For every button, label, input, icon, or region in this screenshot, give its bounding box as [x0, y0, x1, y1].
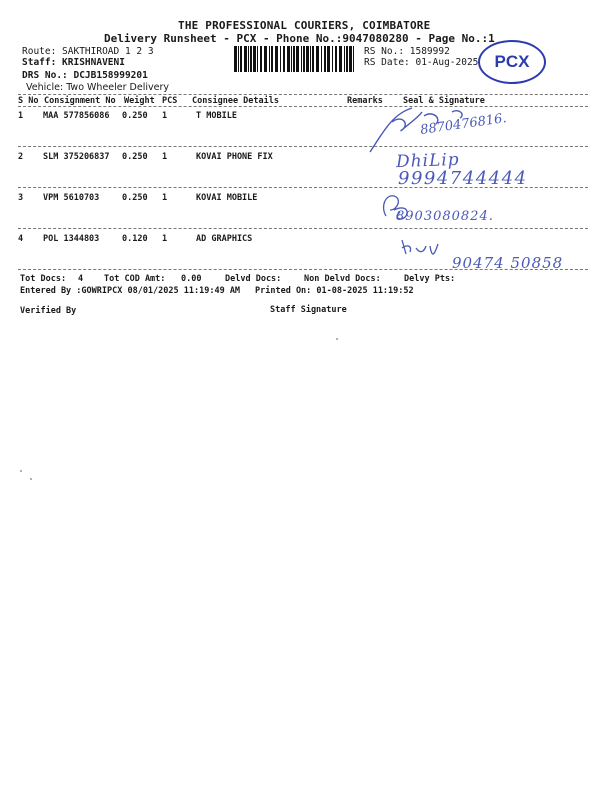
barcode-bar — [280, 46, 281, 72]
cell-consignment: VPM 5610703 — [43, 193, 100, 203]
cell-sno: 1 — [18, 111, 24, 121]
row-divider — [18, 228, 588, 229]
signature-name-2: DhiLip — [395, 149, 460, 173]
staff-signature-label: Staff Signature — [270, 305, 347, 315]
barcode-bar — [301, 46, 302, 72]
cell-sno: 2 — [18, 152, 24, 162]
cell-consignment: SLM 375206837 — [43, 152, 110, 162]
stamp-text: PCX — [494, 52, 530, 71]
barcode-bar — [257, 46, 258, 72]
signature-scribble-4 — [398, 234, 448, 260]
barcode-bar — [332, 46, 333, 72]
cell-weight: 0.250 — [122, 111, 148, 121]
cell-pcs: 1 — [162, 152, 168, 162]
barcode-bar — [264, 46, 267, 72]
route-text: Route: SAKTHIROAD 1 2 3 — [22, 46, 154, 57]
col-header-consignment: Consignment No — [44, 96, 116, 106]
company-title: THE PROFESSIONAL COURIERS, COIMBATORE — [178, 19, 431, 32]
cod-label: Tot COD Amt: — [104, 274, 166, 284]
barcode-bar — [312, 46, 314, 72]
barcode-bar — [324, 46, 326, 72]
non-delvd-docs-label: Non Delvd Docs: — [304, 274, 381, 284]
table-row — [18, 234, 348, 246]
rs-date: RS Date: 01-Aug-2025 — [364, 57, 479, 68]
barcode-bar — [271, 46, 273, 72]
tot-docs-label: Tot Docs: — [20, 274, 67, 284]
col-header-seal-signature: Seal & Signature — [403, 96, 485, 106]
col-header-remarks: Remarks — [347, 96, 383, 106]
rs-number: RS No.: 1589992 — [364, 46, 450, 57]
scan-speck — [20, 470, 22, 472]
scan-speck — [30, 478, 32, 480]
barcode-bar — [244, 46, 247, 72]
barcode-bar — [346, 46, 348, 72]
barcode-bar — [253, 46, 256, 72]
cell-consignment: MAA 577856086 — [43, 111, 110, 121]
barcode-bar — [327, 46, 330, 72]
barcode-bar — [296, 46, 299, 72]
cell-consignment: POL 1344803 — [43, 234, 100, 244]
pcx-stamp — [478, 40, 546, 84]
barcode-bar — [287, 46, 290, 72]
staff-text: Staff: KRISHNAVENI — [22, 57, 125, 68]
barcode-bar — [339, 46, 342, 72]
barcode-bar — [250, 46, 252, 72]
cell-pcs: 1 — [162, 111, 168, 121]
barcode-bar — [316, 46, 319, 72]
cell-weight: 0.250 — [122, 152, 148, 162]
col-header-pcs: PCS — [162, 96, 178, 106]
barcode-bar — [303, 46, 305, 72]
signature-phone-4: 90474 50858 — [452, 254, 564, 272]
barcode-image — [232, 46, 358, 72]
vehicle-text: Vehicle: Two Wheeler Delivery — [26, 82, 169, 93]
delvd-docs-label: Delvd Docs: — [225, 274, 282, 284]
cell-pcs: 1 — [162, 193, 168, 203]
barcode-bar — [310, 46, 311, 72]
signature-phone-3: 8903080824. — [396, 209, 494, 224]
barcode-bar — [293, 46, 295, 72]
printed-on: Printed On: 01-08-2025 11:19:52 — [255, 286, 414, 296]
cell-consignee: AD GRAPHICS — [196, 234, 253, 244]
cell-weight: 0.250 — [122, 193, 148, 203]
barcode-bar — [240, 46, 242, 72]
scan-speck — [336, 338, 338, 340]
table-row — [18, 111, 348, 123]
barcode-bar — [353, 46, 354, 72]
entered-by: Entered By :GOWRIPCX 08/01/2025 11:19:49 AM — [20, 286, 241, 296]
verified-by-label: Verified By — [20, 306, 77, 316]
table-row — [18, 152, 348, 164]
barcode-bar — [344, 46, 345, 72]
col-header-consignee: Consignee Details — [192, 96, 279, 106]
cell-sno: 4 — [18, 234, 24, 244]
barcode-bar — [349, 46, 352, 72]
cell-consignee: T MOBILE — [196, 111, 237, 121]
delvy-pts-label: Delvy Pts: — [404, 274, 456, 284]
table-row — [18, 193, 348, 205]
cell-consignee: KOVAI PHONE FIX — [196, 152, 273, 162]
barcode-bar — [269, 46, 270, 72]
barcode-bar — [306, 46, 309, 72]
signature-phone-1: 8870476816. — [419, 111, 508, 138]
row-divider — [18, 146, 588, 147]
cell-sno: 3 — [18, 193, 24, 203]
barcode-bar — [291, 46, 292, 72]
tot-docs-value: 4 — [78, 274, 84, 284]
col-header-sno: S No — [18, 96, 39, 106]
barcode-bar — [321, 46, 322, 72]
cod-value: 0.00 — [181, 274, 202, 284]
drs-number: DRS No.: DCJB158999201 — [22, 70, 148, 81]
runsheet-subtitle: Delivery Runsheet - PCX - Phone No.:9047080280 - Page No.:1 — [104, 32, 495, 45]
barcode-bar — [335, 46, 337, 72]
signature-phone-2: 9994744444 — [398, 168, 528, 189]
cell-consignee: KOVAI MOBILE — [196, 193, 258, 203]
cell-weight: 0.120 — [122, 234, 148, 244]
barcode-bar — [275, 46, 278, 72]
col-header-weight: Weight — [124, 96, 155, 106]
barcode-bar — [238, 46, 239, 72]
cell-pcs: 1 — [162, 234, 168, 244]
table-header-divider — [18, 106, 588, 107]
barcode-bar — [248, 46, 249, 72]
barcode-bar — [260, 46, 262, 72]
table-top-divider — [18, 94, 588, 95]
barcode-bar — [283, 46, 285, 72]
barcode-bar — [234, 46, 237, 72]
